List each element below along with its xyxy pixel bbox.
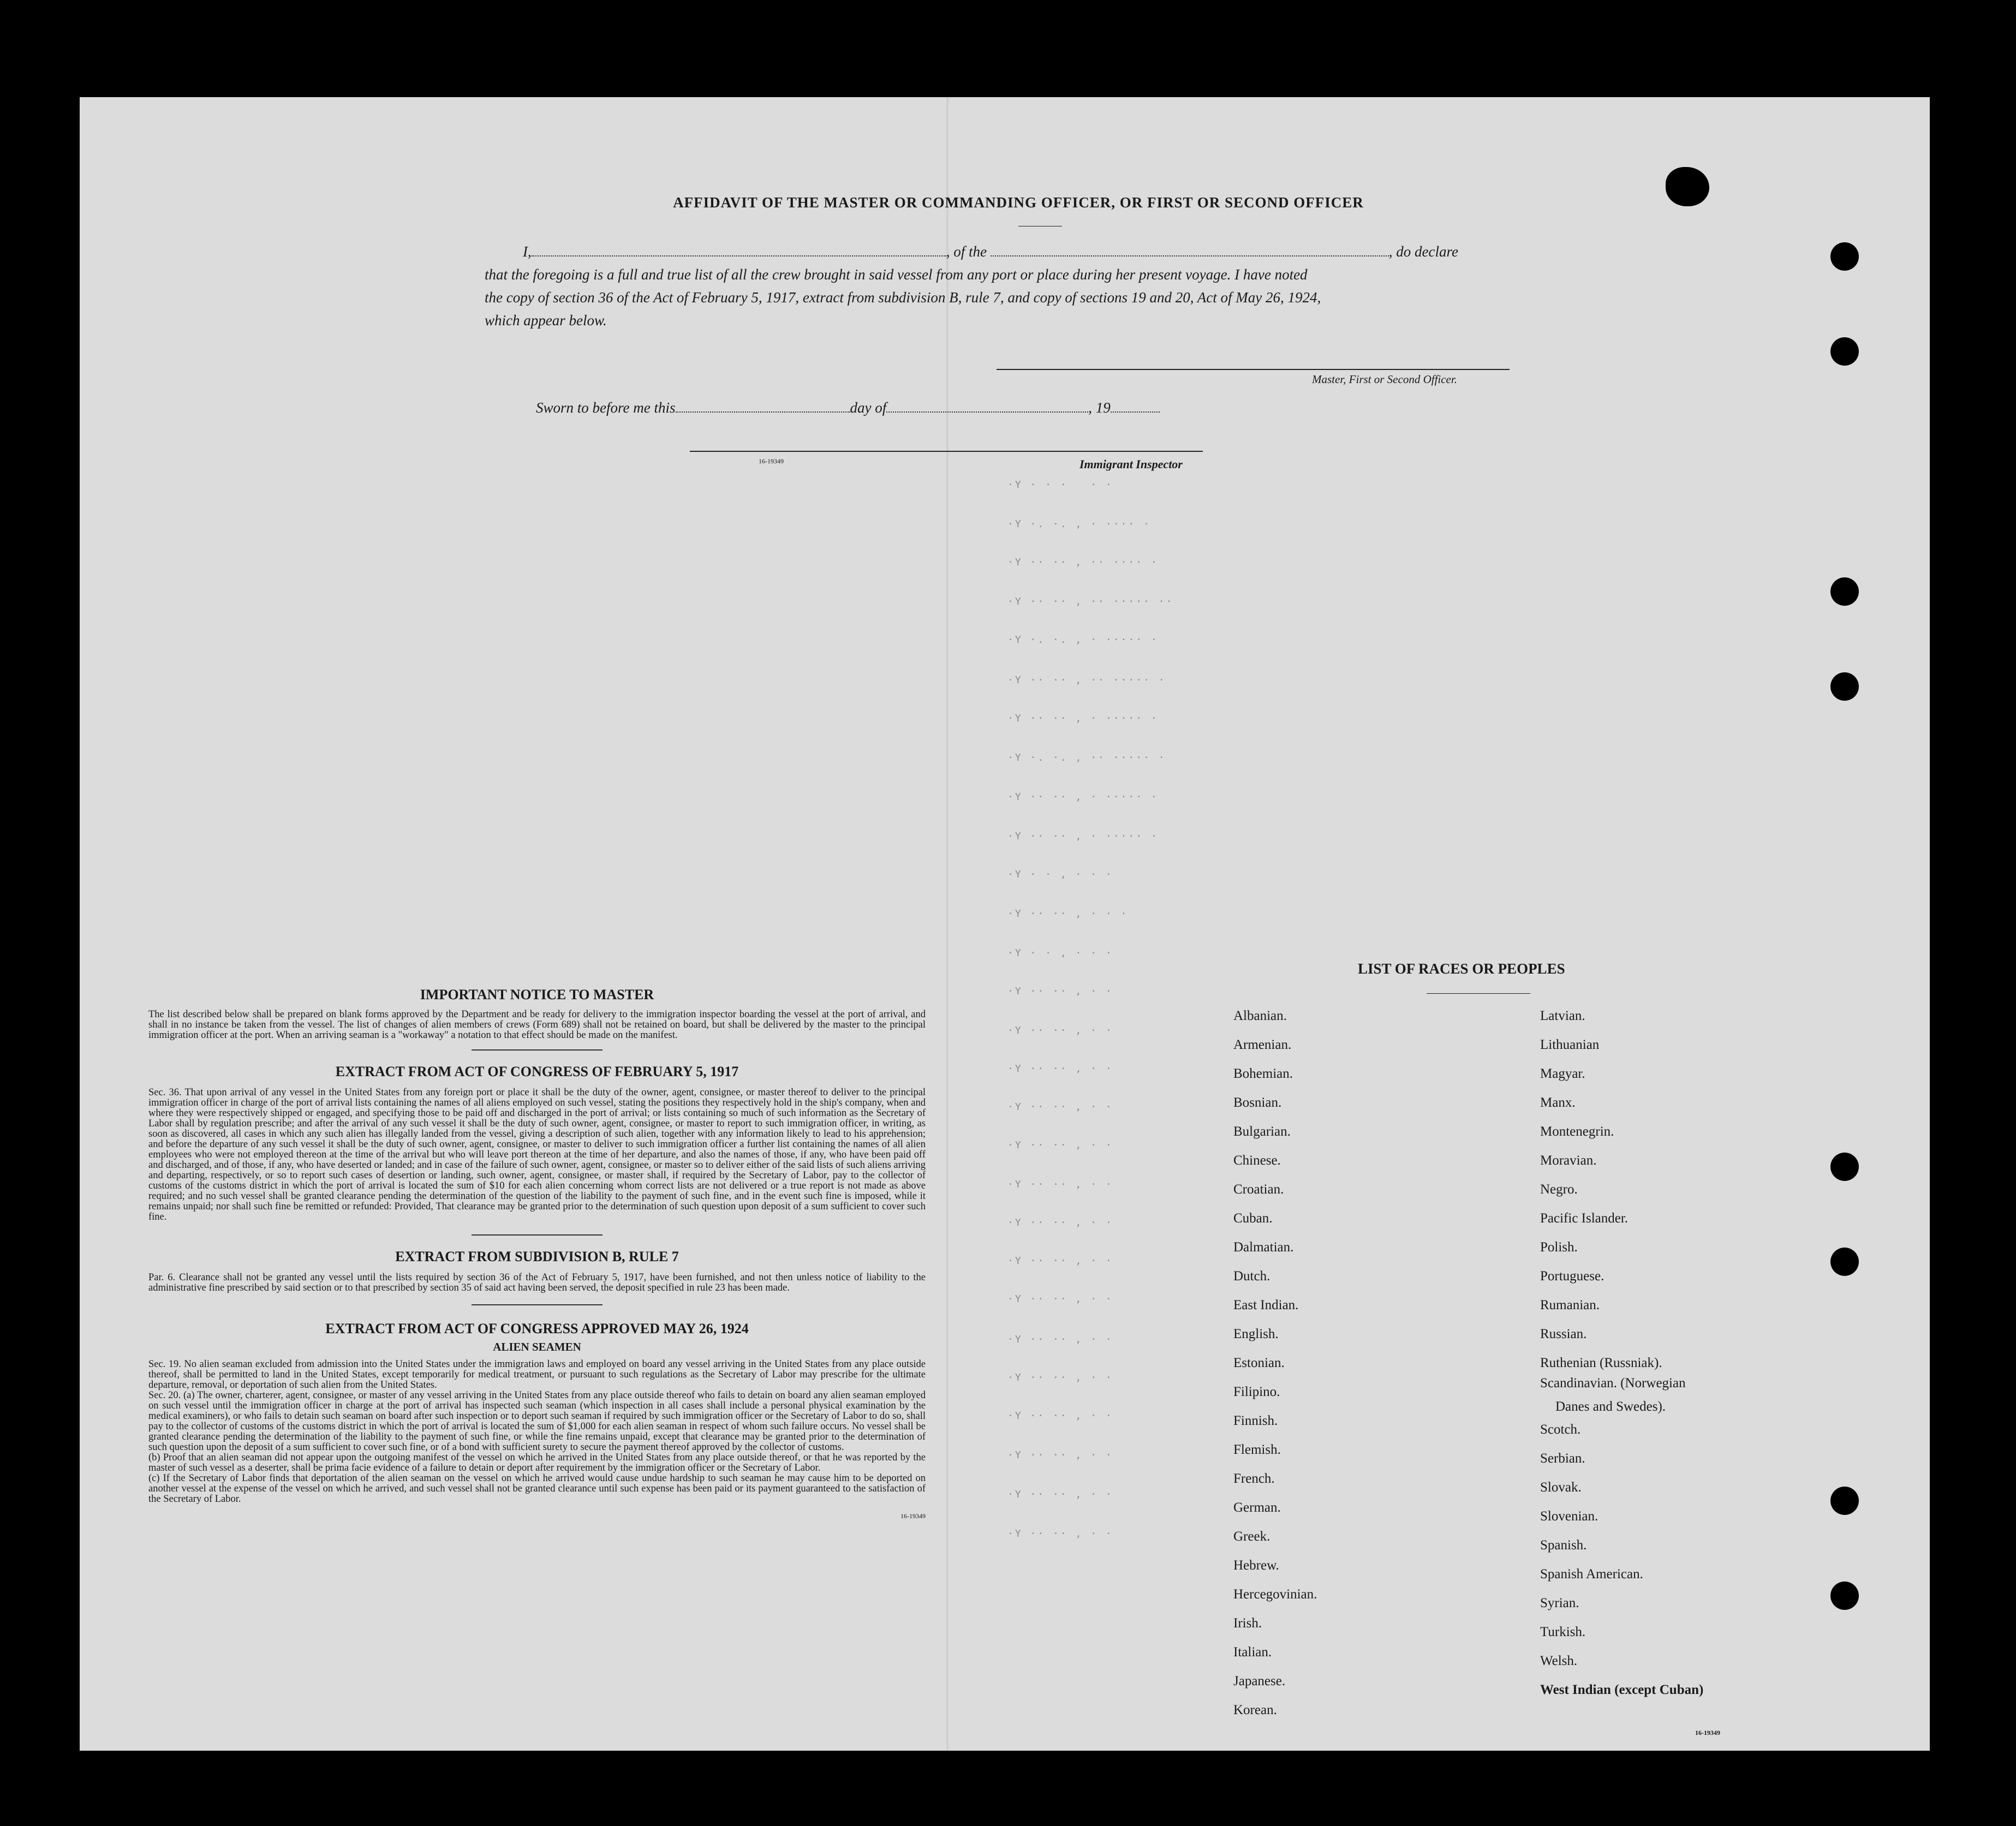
race-item: Russian. [1540,1327,1587,1341]
sworn-day-field[interactable] [676,411,850,413]
race-item: Korean. [1233,1703,1277,1717]
race-item: Latvian. [1540,1009,1585,1023]
punch-hole [1830,1582,1859,1610]
race-item: Bulgarian. [1233,1124,1291,1139]
rule-7-title: EXTRACT FROM SUBDIVISION B, RULE 7 [395,1249,679,1264]
race-item: Scandinavian. (Norwegian [1540,1376,1686,1391]
sec-19-text: Sec. 19. No alien seaman excluded from admission into the United States under the immigration laws and employed on board any vessel arriving in the United States from any place outside thereof, shall be permitted to land in the United States, except temporarily for medical treatment, or pursuant to such regulations as the Secretary of Labor may prescribe for the ultimate departure, removal, or deportation of such alien from the United States. [148,1359,926,1391]
bleed-through-marks: ·Y · · · · · ·Y ·. ·. , · ···· · ·Y ·· ·· , ·· ···· · ·Y ·· ·· , ·· ····· ·· ·Y ·. ·. , · ····· · ·Y ·· ·· , ·· ····· · ·Y ·· ·· , · ····· · ·Y ·. ·. , ·· ····· · ·Y ·· ·· , · ····· · ·Y ·· ·· , · ····· · ·Y · · , · · · ·Y ·· ·· , · · · ·Y · · , · · · ·Y ·· ·· , · · ·Y ·· ·· , · · ·Y ·· ·· , · · ·Y ·· ·· , · · ·Y ·· ·· , · · ·Y ·· ·· , · · ·Y ·· ·· , · · ·Y ·· ·· , · · ·Y ·· ·· , · · ·Y ·· ·· , · · ·Y ·· ·· , · · ·Y ·· ·· , · · ·Y ·· ·· , · · ·Y ·· ·· , · · ·Y ·· ·· , · · [1007,479,1174,1539]
race-item: Bohemian. [1233,1066,1293,1081]
punch-hole [1830,577,1859,606]
races-title: LIST OF RACES OR PEOPLES [1358,960,1565,977]
race-item: Cuban. [1233,1211,1273,1226]
race-item: Negro. [1540,1182,1578,1197]
inspector-signature-line [690,451,1203,452]
act-1917-title: EXTRACT FROM ACT OF CONGRESS OF FEBRUARY 5, 1917 [335,1064,739,1079]
race-item: Slovenian. [1540,1508,1599,1524]
affidavit-title: AFFIDAVIT OF THE MASTER OR COMMANDING OFFICER, OR FIRST OR SECOND OFFICER [673,194,1364,211]
form-number: 16-19349 [759,457,784,465]
race-item: Estonian. [1233,1356,1285,1370]
legal-notices-column [148,987,926,1520]
race-item: Slovak. [1540,1479,1582,1495]
year-label: , 19 [1088,399,1111,416]
act-1924-title: EXTRACT FROM ACT OF CONGRESS APPROVED MAY 26, 1924 [325,1321,749,1336]
race-item: Finnish. [1233,1413,1278,1428]
sec-20b-text: (b) Proof that an alien seaman did not appear upon the outgoing manifest of the vessel on which he arrived in the United States from any place outside thereof, or that he was reported by the master of such vessel as a deserter, shall be prima facie evidence of a failure to detain or deport after requirement by the immigration officer or the Secretary of Labor. [148,1452,926,1473]
race-item: Spanish American. [1540,1566,1643,1582]
act-1924-subtitle: ALIEN SEAMEN [493,1340,581,1353]
race-item: Manx. [1540,1095,1576,1110]
inspector-caption: Immigrant Inspector [1079,457,1183,471]
race-item: Turkish. [1540,1624,1586,1639]
race-item: English. [1233,1327,1279,1341]
race-item: Greek. [1233,1529,1271,1544]
declaration-body-line: which appear below. [485,312,607,329]
race-item: Irish. [1233,1616,1262,1631]
race-item: West Indian (except Cuban) [1540,1682,1704,1697]
punch-hole [1830,242,1859,271]
race-item: Chinese. [1233,1153,1281,1168]
race-item: French. [1233,1471,1275,1486]
race-item: Croatian. [1233,1182,1284,1197]
race-item: Portuguese. [1540,1269,1605,1284]
i-label: I, [523,243,532,260]
race-item: Pacific Islander. [1540,1211,1629,1226]
vessel-field[interactable] [991,255,1389,256]
sworn-year-field[interactable] [1111,411,1160,413]
notice-title: IMPORTANT NOTICE TO MASTER [420,987,654,1002]
race-item: Spanish. [1540,1537,1587,1553]
section-divider [472,1049,603,1051]
race-item: Scotch. [1540,1422,1581,1437]
fold-line [946,97,949,1751]
declaration-body-line: the copy of section 36 of the Act of February 5, 1917, extract from subdivision B, rule 7, and copy of sections 19 and 20, Act of May 26, 1924, [485,289,1321,306]
race-item: Japanese. [1233,1674,1286,1688]
declaration-body-line: that the foregoing is a full and true list of all the crew brought in said vessel from any port or place during her present voyage. I have noted [485,266,1308,283]
sec-20c-text: (c) If the Secretary of Labor finds that deportation of the alien seaman on the vessel on which he arrived would cause undue hardship to such seaman he may cause him to be deported on another vessel at the expense of the vessel on which he arrived, and such vessel shall not be granted clearance until such expense has been paid or its payment guaranteed to the satisfaction of the Secretary of Labor. [148,1473,926,1505]
race-item: Hebrew. [1233,1558,1279,1573]
races-form-number: 16-19349 [1695,1729,1720,1737]
race-item: German. [1233,1500,1281,1515]
punch-hole [1830,337,1859,366]
sworn-month-field[interactable] [886,411,1088,413]
race-item: Moravian. [1540,1153,1597,1168]
race-item: Welsh. [1540,1653,1578,1668]
signature-line [997,369,1510,370]
race-item: Serbian. [1540,1451,1585,1466]
race-item: Filipino. [1233,1385,1280,1399]
act-1924-form-number: 16-19349 [900,1512,926,1520]
sec-20a-text: Sec. 20. (a) The owner, charterer, agent, consignee, or master of any vessel arriving in the United States from any place outside thereof who fails to detain on board any alien seaman employed on such vessel until the immigration officer in charge at the port of arrival has inspected such seaman (which inspection in all cases shall include a personal physical examination by the medical examiners), or who fails to detain such seaman on board after such inspection or to deport such seaman if required by such immigration officer or the Secretary of Labor to do so, shall pay to the collector of customs of the customs district in which the port of arrival is located the sum of $1,000 for each alien seaman in respect of whom such failure occurs. No vessel shall be granted clearance pending the determination of the liability to the payment of such fine, or while the fine remains unpaid, except that clearance may be granted prior to the determination of such question upon the deposit of a sum sufficient to cover such fine, or of a bond with sufficient surety to secure the payment thereof approved by the collector of customs. [148,1390,926,1453]
race-item: Dalmatian. [1233,1240,1294,1255]
race-item: Syrian. [1540,1595,1579,1610]
race-item: Lithuanian [1540,1037,1600,1052]
punch-hole [1830,1248,1859,1276]
ink-blot [1666,167,1709,206]
race-item: Ruthenian (Russniak). [1540,1356,1662,1370]
section-divider [472,1304,603,1305]
punch-hole [1830,1153,1859,1181]
declare-label: , do declare [1388,243,1458,260]
sworn-label: Sworn to before me this [536,399,676,416]
notice-text: The list described below shall be prepared on blank forms approved by the Department and be ready for delivery to the immigration inspector boarding the vessel at the port of arrival, and shall in no instance be taken from the vessel. The list of changes of alien members of crews (Form 689) shall not be retained on board, but shall be delivered by the master to the principal immigration officer at the port. When an arriving seaman is a "workaway" a notation to that effect should be made on the manifest. [148,1009,926,1041]
document-page [80,97,1930,1751]
sworn-line [536,396,1160,419]
race-item: Italian. [1233,1645,1272,1660]
day-of-label: day of [850,399,887,416]
race-item: Rumanian. [1540,1298,1600,1312]
punch-hole [1830,672,1859,701]
race-item: Dutch. [1233,1269,1271,1284]
race-item: Polish. [1540,1240,1578,1255]
declaration-body [485,263,1592,332]
race-item: Flemish. [1233,1442,1281,1457]
signature-caption: Master, First or Second Officer. [1312,373,1457,386]
section-divider [472,1234,603,1236]
race-item: East Indian. [1233,1298,1299,1312]
of-the-label: , of the [946,243,987,260]
race-item: Magyar. [1540,1066,1585,1081]
punch-hole [1830,1487,1859,1515]
rule-7-text: Par. 6. Clearance shall not be granted any vessel until the lists required by section 36 of the Act of February 5, 1917, have been furnished, and not then unless notice of liability to the administrative fine prescribed by said section or to that prescribed by section 35 of said act having been served, the deposit specified in rule 23 has been made. [148,1272,926,1293]
race-item: Montenegrin. [1540,1124,1614,1139]
name-field[interactable] [532,255,946,256]
declaration-line [523,240,1587,263]
race-item: Albanian. [1233,1009,1287,1023]
races-title-underline [1427,993,1530,994]
race-item: Armenian. [1233,1037,1292,1052]
race-item: Bosnian. [1233,1095,1282,1110]
race-item: Danes and Swedes). [1555,1399,1666,1414]
race-item: Hercegovinian. [1233,1587,1317,1602]
act-1917-text: Sec. 36. That upon arrival of any vessel in the United States from any foreign port or place it shall be the duty of the owner, agent, consignee, or master thereof to deliver to the principal immigration officer in charge of the port of arrival lists containing the names of all aliens employed on such vessel, stating the positions they respectively hold in the ship's company, when and where they were respectively shipped or engaged, and specifying those to be paid off and discharged in the port of arrival; or lists containing so much of such information as the Secretary of Labor shall by regulation prescribe; and after the arrival of any such vessel it shall be the duty of such owner, agent, consignee, or master to report to such immigration officer, in writing, as soon as discovered, all cases in which any such alien has illegally landed from the vessel, giving a description of such alien, together with any information likely to lead to his apprehension; and before the departure of any such vessel it shall be the duty of such owner, agent, consignee, or master to deliver to such immigration officer a further list containing the names of all alien employees who were not employed thereon at the time of the arrival but who will leave port thereon at the time of her departure, and also the names of those, if any, who have been paid off and discharged, and of those, if any, who have deserted or landed; and in case of the failure of such owner, agent, consignee, or master so to deliver either of the said lists of such aliens arriving and departing, respectively, or so to report such cases of desertion or landing, such owner, agent, consignee, or master shall, if required by the Secretary of Labor, pay to the collector of customs of the customs district in which the port of arrival is located the sum of $10 for each alien concerning whom correct lists are not delivered or a true report is not made as above required; and no such vessel shall be granted clearance pending the determination of the question of the liability to the payment of such fine, and in the event such fine is imposed, while it remains unpaid; nor shall such fine be remitted or refunded: Provided, That clearance may be granted prior to the determination of such question upon deposit of a sum sufficient to cover such fine. [148,1087,926,1222]
